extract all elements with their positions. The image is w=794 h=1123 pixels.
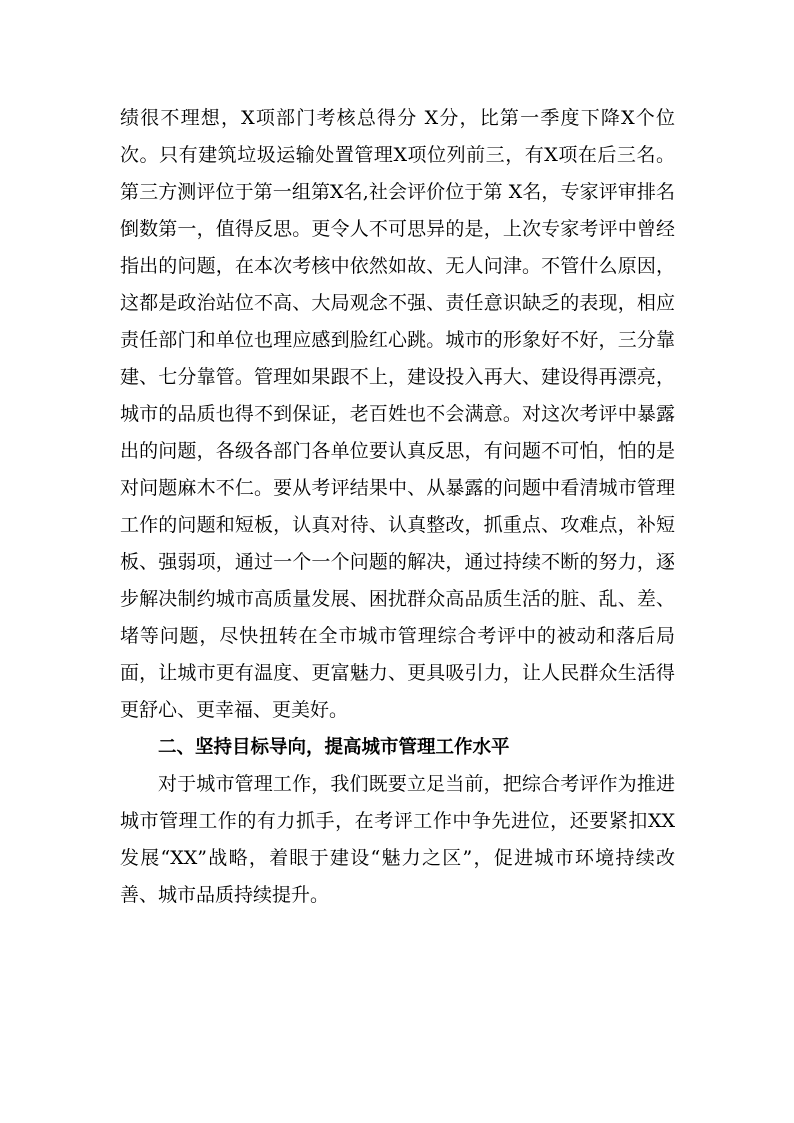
section-heading: 二、坚持目标导向，提高城市管理工作水平 <box>158 737 510 758</box>
body-paragraph-continued: 绩很不理想，X项部门考核总得分 X分，比第一季度下降X个位次。只有建筑垃圾运输处置管理X项位列前三，有X项在后三名。第三方测评位于第一组第X名,社会评价位于第 X名，专家评审排名倒数第一，值得反思。更令人不可思异的是，上次专家考评中曾经指出的问题，在本次考核中依然如故、无人问津。不管什么原因，这都是政治站位不高、大局观念不强、责任意识缺乏的表现，相应责任部门和单位也理应感到脸红心跳。城市的形象好不好，三分靠建、七分靠管。管理如果跟不上，建设投入再大、建设得再漂亮，城市的品质也得不到保证，老百姓也不会满意。对这次考评中暴露出的问题，各级各部门各单位要认真反思，有问题不可怕，怕的是对问题麻木不仁。要从考评结果中、从暴露的问题中看清城市管理工作的问题和短板，认真对待、认真整改，抓重点、攻难点，补短板、强弱项，通过一个一个问题的解决，通过持续不断的努力，逐步解决制约城市高质量发展、困扰群众高品质生活的脏、乱、差、堵等问题，尽快扭转在全市城市管理综合考评中的被动和落后局面，让城市更有温度、更富魅力、更具吸引力，让人民群众生活得更舒心、更幸福、更美好。 <box>120 107 675 721</box>
body-paragraph: 对于城市管理工作，我们既要立足当前，把综合考评作为推进城市管理工作的有力抓手，在考评工作中争先进位，还要紧扣XX发展“XX”战略，着眼于建设“魅力之区”，促进城市环境持续改善、城市品质持续提升。 <box>120 773 675 906</box>
document-body <box>120 100 675 914</box>
